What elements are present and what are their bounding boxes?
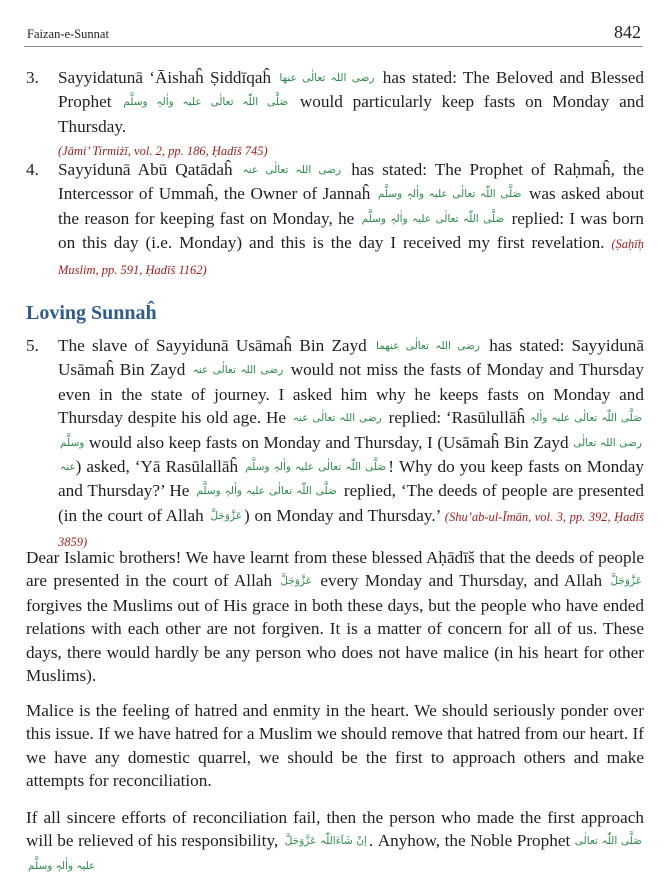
text-run: every Monday and Thursday, and Allah [320, 571, 603, 591]
reference-citation: (Shu’ab-ul-Īmān, vol. 3, pp. 392, Ḥadīš 3859) [58, 509, 645, 550]
paragraph-reconciliation [26, 806, 644, 878]
honorific-calligraphy: رضی اللہ تعالٰی عنھما [376, 340, 480, 352]
honorific-calligraphy: صَلَّی اللّٰہ تعالٰی علیہ واٰلہٖ وسلَّم [28, 835, 643, 872]
section-heading: Loving Sunnaĥ [26, 302, 157, 324]
text-run: ) on Monday and Thursday.’ [244, 505, 441, 525]
honorific-calligraphy: رضی اللہ تعالٰی عنہ [292, 412, 382, 425]
item-number: 5. [26, 336, 39, 355]
honorific-calligraphy: رضی اللہ تعالٰی عنہ [192, 364, 284, 377]
hadith-item-3 [26, 66, 644, 164]
text-run: would not miss the fasts of Monday and Thursday even in the state of journey. I asked him why he keeps fasts on Monday and Thursday despite his old age. He [58, 360, 644, 428]
text-run: Sayyidatunā ‘Āishaĥ Ṣiddīqaĥ [58, 68, 272, 87]
text-run: replied: ‘Rasūlullāĥ [388, 408, 526, 428]
honorific-calligraphy: صَلَّی اللّٰہ تعالٰی علیہ واٰلہٖ وسلَّم [377, 188, 522, 201]
hadith-item-4 [26, 158, 644, 282]
honorific-calligraphy: صَلَّی اللّٰہ تعالٰی علیہ واٰلہٖ وسلَّم [123, 96, 289, 109]
text-run: has stated: Sayyidunā Usāmaĥ Bin Zayd [58, 336, 645, 380]
text-run: If all sincere efforts of reconciliation fail, then the person who made the first approach will be relieved of his responsibility, [26, 808, 644, 851]
honorific-calligraphy: رضی اللہ تعالٰی عنہ [60, 436, 643, 474]
honorific-calligraphy: صَلَّی اللّٰہ تعالٰی علیہ واٰلہٖ وسلَّم [60, 412, 642, 449]
text-run: The slave of Sayyidunā Usāmaĥ Bin Zayd [58, 336, 367, 355]
header-divider [24, 46, 643, 47]
honorific-calligraphy: رضی اللہ تعالٰی عنہ [242, 164, 342, 176]
text-run: would particularly keep fasts on Monday and Thursday. [58, 92, 644, 136]
item-text [58, 66, 644, 164]
reference-citation: (Ṣaḥīḥ Muslim, pp. 591, Ḥadīš 1162) [58, 237, 644, 277]
honorific-calligraphy: عَزَّوَجَلَّ [610, 575, 643, 588]
text-run: forgives the Muslims out of His grace in both these days, but the people who have ended relations with each other are not forgiven. It is a matter of concern for all of us. These days, there would hardly be any person who does not have malice (in his heart for other Muslims). [26, 595, 644, 686]
text-run: Dear Islamic brothers! We have learnt from these blessed Aḥādīš that the deeds of people are presented in the court of Allah [26, 548, 644, 591]
text-run: ) asked, ‘Yā Rasūlallāĥ [75, 457, 239, 477]
honorific-calligraphy: اِنْ شَآءَاللّٰہ عَزَّوَجَلَّ [284, 835, 367, 848]
item-number: 3. [26, 68, 39, 87]
honorific-calligraphy: عَزَّوَجَلَّ [280, 575, 312, 588]
text-run: . Anyhow, the Noble Prophet [368, 831, 571, 851]
text-run: replied, ‘The deeds of people are presented (in the court of Allah [58, 481, 645, 525]
hadith-item-5 [26, 334, 644, 555]
page-number: 842 [614, 22, 641, 42]
honorific-calligraphy: صَلَّی اللّٰہ تعالٰی علیہ واٰلہٖ وسلَّم [245, 461, 387, 474]
paragraph-islamic-brothers [26, 546, 644, 687]
paragraph-malice: Malice is the feeling of hatred and enmity in the heart. We should seriously ponder over this issue. If we have hatred for a Muslim we should remove that hatred from our heart. If we have any domestic quarrel, we should be the first to approach others and make attempts for reconciliation. [26, 701, 644, 791]
running-header-title: Faizan-e-Sunnat [27, 27, 109, 41]
text-run: Sayyidunā Abū Qatādaĥ [58, 160, 233, 179]
honorific-calligraphy: عَزَّوَجَلَّ [210, 509, 243, 522]
honorific-calligraphy: رضی اللہ تعالٰی عنھا [279, 72, 375, 84]
item-number: 4. [26, 160, 39, 179]
honorific-calligraphy: صَلَّی اللّٰہ تعالٰی علیہ واٰلہٖ وسلَّم [196, 485, 337, 498]
text-run: ! Why do you keep fasts on Monday and Thursday?’ He [58, 457, 645, 501]
text-run: replied: I was born on this day (i.e. Monday) and this is the day I received my first revelation. [58, 208, 644, 253]
honorific-calligraphy: صَلَّی اللّٰہ تعالٰی علیہ واٰلہٖ وسلَّم [361, 212, 505, 225]
text-run: was asked about the reason for keeping fast on Monday, he [58, 184, 645, 228]
text-run: would also keep fasts on Monday and Thursday, I (Usāmaĥ Bin Zayd [88, 432, 569, 452]
item-text [58, 158, 644, 282]
text-run: has stated: The Prophet of Raḥmaĥ, the Intercessor of Ummaĥ, the Owner of Jannaĥ [58, 160, 645, 204]
text-run: has stated: The Beloved and Blessed Prophet [58, 68, 645, 112]
reference-citation: (Jāmi’ Tirmiżī, vol. 2, pp. 186, Ḥadīš 745) [58, 144, 268, 159]
item-text [58, 334, 644, 555]
